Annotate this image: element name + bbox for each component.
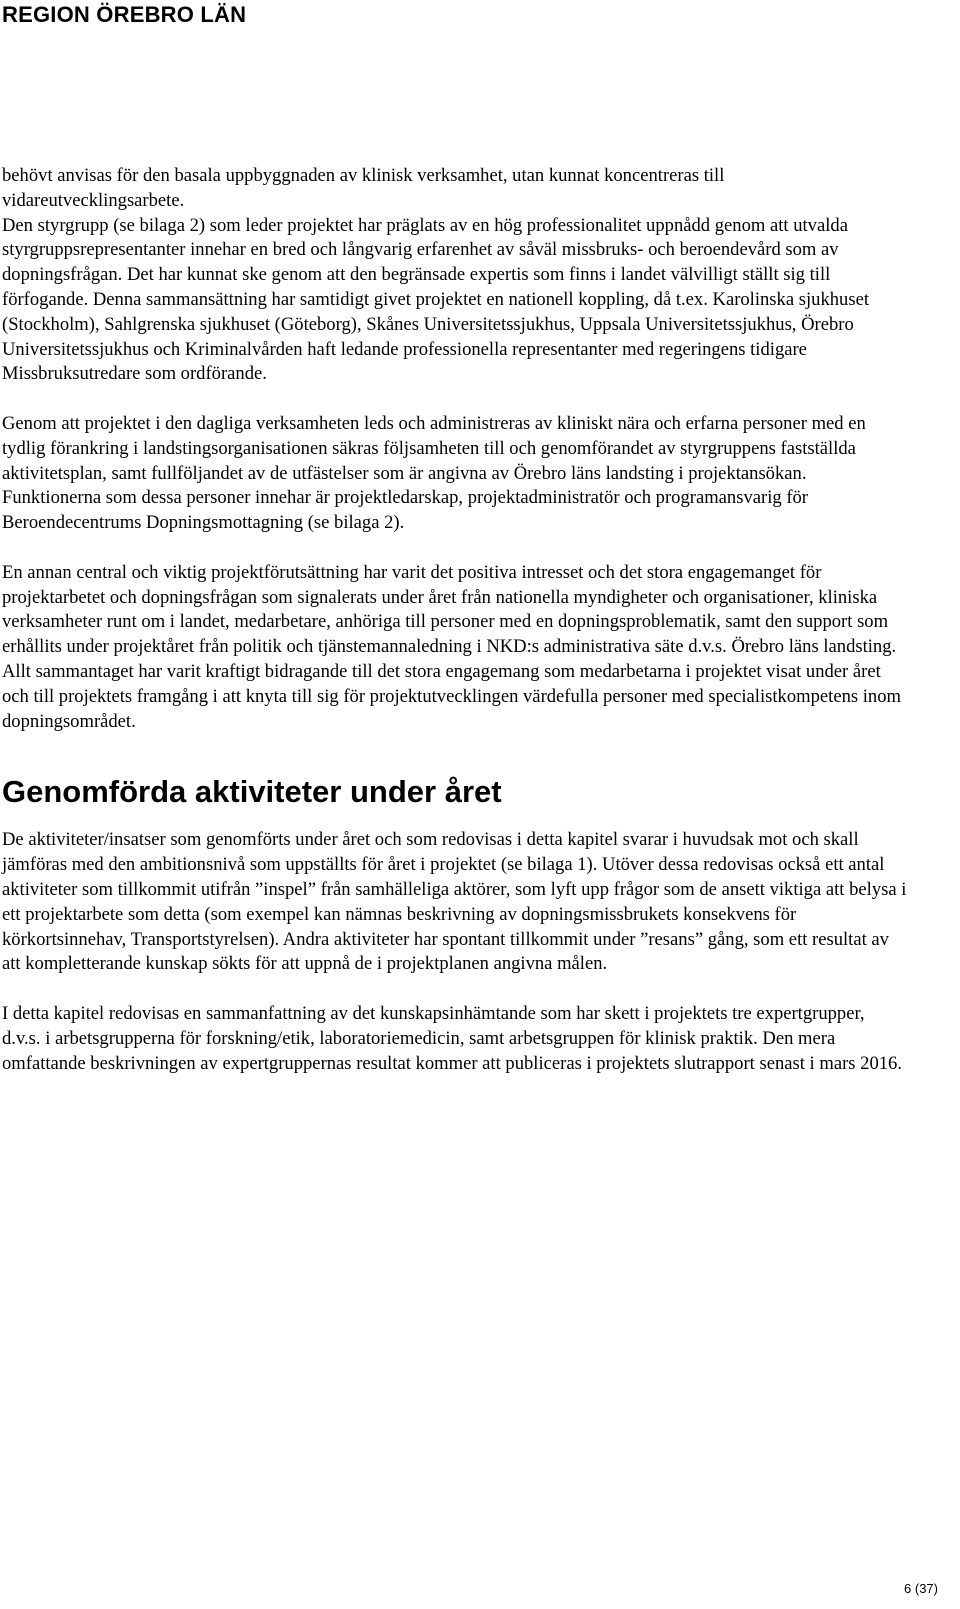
page-number: 6 (37) xyxy=(904,1581,938,1596)
paragraph-daily-operations: Genom att projektet i den dagliga verksamheten leds och administreras av kliniskt nära och erfarna personer med en tydlig förankring i landstingsorganisationen säkras följsamheten till och genomförandet av styrgruppens fastställda aktivitetsplan, samt fullföljandet av de utfästelser som är angivna av Örebro läns landsting i projektansökan. Funktionerna som dessa personer innehar är projektledarskap, projektadministratör och programansvarig för Beroendecentrums Dopningsmottagning (se bilaga 2). xyxy=(2,412,866,534)
document-body xyxy=(2,164,907,1101)
paragraph-continuation: behövt anvisas för den basala uppbyggnaden av klinisk verksamhet, utan kunnat koncentreras till vidareutvecklingsarbete. xyxy=(2,165,725,211)
paragraph-activities: De aktiviteter/insatser som genomförts under året och som redovisas i detta kapitel svarar i huvudsak mot och skall jämföras med den ambitionsnivå som uppställts för året i projektet (se bilaga 1). Utöver dessa redovisas också ett antal aktiviteter som tillkommit utifrån ”inspel” från samhälleliga aktörer, som lyft upp frågor som de ansett viktiga att belysa i ett projektarbete som detta (som exempel kan nämnas beskrivning av dopningsmissbrukets konsekvens för körkortsinnehav, Transportstyrelsen). Andra aktiviteter har spontant tillkommit under ”resans” gång, som ett resultat av att kompletterande kunskap sökts för att uppnå de i projektplanen angivna målen. xyxy=(2,829,907,975)
paragraph-steering-group: Den styrgrupp (se bilaga 2) som leder projektet har präglats av en hög professionalitet uppnådd genom att utvalda styrgruppsrepresentanter innehar en bred och långvarig erfarenhet av såväl missbruks- och beroendevård som av dopningsfrågan. Det har kunnat ske genom att den begränsade expertis som finns i landet välvilligt ställt sig till förfogande. Denna sammansättning har samtidigt givet projektet en nationell koppling, då t.ex. Karolinska sjukhuset (Stockholm), Sahlgrenska sjukhuset (Göteborg), Skånes Universitetssjukhus, Uppsala Universitetssjukhus, Örebro Universitetssjukhus och Kriminalvården haft ledande professionella representanter med regeringens tidigare Missbruksutredare som ordförande. xyxy=(2,214,869,385)
paragraph-engagement: En annan central och viktig projektförutsättning har varit det positiva intresset och det stora engagemanget för projektarbetet och dopningsfrågan som signalerats under året från nationella myndigheter och organisationer, kliniska verksamheter runt om i landet, medarbetare, anhöriga till personer med en dopningsproblematik, samt den support som erhållits under projektåret från politik och tjänstemannaledning i NKD:s administrativa säte d.v.s. Örebro läns landsting. Allt sammantaget har varit kraftigt bidragande till det stora engagemang som medarbetarna i projektet visat under året och till projektets framgång i att knyta till sig för projektutvecklingen värdefulla personer med specialistkompetens inom dopningsområdet. xyxy=(2,561,901,732)
paragraph-chapter-summary: I detta kapitel redovisas en sammanfattning av det kunskapsinhämtande som har skett i projektets tre expertgrupper, d.v.s. i arbetsgrupperna för forskning/etik, laboratoriemedicin, samt arbetsgruppen för klinisk praktik. Den mera omfattande beskrivningen av expertgruppernas resultat kommer att publiceras i projektets slutrapport senast i mars 2016. xyxy=(2,1002,902,1074)
section-heading: Genomförda aktiviteter under året xyxy=(2,774,502,810)
organization-header: REGION ÖREBRO LÄN xyxy=(2,2,247,27)
